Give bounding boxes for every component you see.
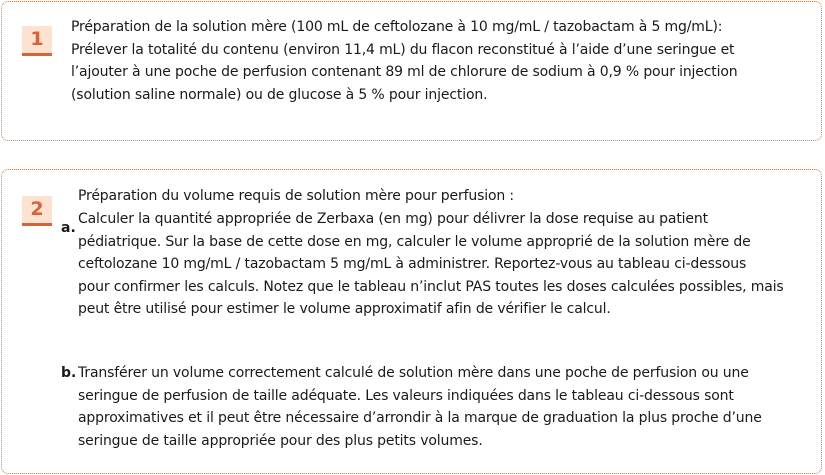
step-2-item-b-marker: b.	[61, 365, 77, 381]
step-2-intro: Préparation du volume requis de solution mère pour perfusion :	[78, 188, 514, 204]
step-2-item-b-line: seringue de taille appropriée pour des plus petits volumes.	[78, 432, 483, 449]
step-2-item-a-line: Calculer la quantité appropriée de Zerbaxa (en mg) pour délivrer la dose requise au patient	[78, 211, 708, 227]
step-2-item-b-line: seringue de perfusion de taille adéquate. Les valeurs indiquées dans le tableau ci-dessous sont	[78, 387, 734, 404]
step-1-line: (solution saline normale) ou de glucose à 5 % pour injection.	[71, 86, 488, 103]
step-2-item-a-line: pour confirmer les calculs. Notez que le tableau n’inclut PAS toutes les doses calculées possibles, mais	[78, 278, 784, 295]
step-2-number-badge: 2	[22, 196, 52, 226]
step-2-item-a-text	[78, 208, 784, 321]
step-1-line: Préparation de la solution mère (100 mL de ceftolozane à 10 mg/mL / tazobactam à 5 mg/mL):	[71, 19, 723, 35]
step-2-item-a-line: pédiatrique. Sur la base de cette dose en mg, calculer le volume approprié de la solution mère de	[78, 233, 751, 250]
step-1-line: l’ajouter à une poche de perfusion contenant 89 ml de chlorure de sodium à 0,9 % pour injection	[71, 64, 738, 81]
step-2-item-b-line: Transférer un volume correctement calculé de solution mère dans une poche de perfusion ou une	[78, 365, 749, 381]
step-2-item-b-line: approximatives et il peut être nécessaire d’arrondir à la marque de graduation la plus proche d’une	[78, 410, 762, 427]
step-1-number-badge: 1	[22, 26, 52, 56]
step-2-item-a-line: peut être utilisé pour estimer le volume approximatif afin de vérifier le calcul.	[78, 301, 611, 318]
step-1-text	[71, 16, 738, 106]
step-2-item-a-marker: a.	[61, 220, 76, 236]
step-1-line: Prélever la totalité du contenu (environ 11,4 mL) du flacon reconstitué à l’aide d’une seringue et	[71, 41, 735, 58]
step-2-item-a-line: ceftolozane 10 mg/mL / tazobactam 5 mg/mL à administrer. Reportez-vous au tableau ci-dessous	[78, 256, 747, 273]
step-2-item-b-text	[78, 362, 762, 452]
